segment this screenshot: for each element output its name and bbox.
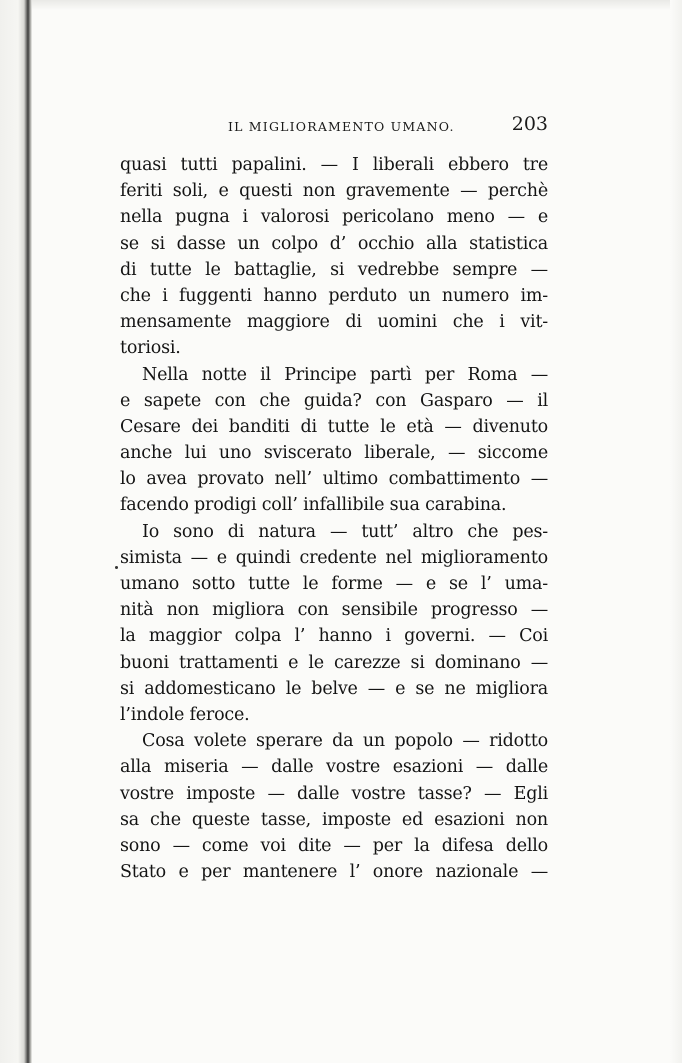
text-line: alla miseria — dalle vostre esazioni — dalle [120,757,548,778]
text-line: che i fuggenti hanno perduto un numero im- [120,285,548,306]
text-line: nità non migliora con sensibile progresso — [120,600,548,621]
text-line: lo avea provato nell’ ultimo combattimento — [120,469,548,490]
running-title: IL MIGLIORAMENTO UMANO. [228,119,455,134]
text-line: simista — e quindi credente nel miglioramento [120,547,548,568]
text-line: sono — come voi dite — per la difesa dello [120,835,548,856]
text-line: e sapete con che guida? con Gasparo — il [120,390,548,411]
binding-gutter [0,0,32,1063]
page-right-edge [670,0,682,1063]
text-line: quasi tutti papalini. — I liberali ebbero tre [120,155,548,175]
text-line: si addomesticano le belve — e se ne migliora [120,678,548,699]
page-top-edge [0,0,682,10]
paragraph-start-line: Io sono di natura — tutt’ altro che pes- [142,521,548,542]
text-line: sa che queste tasse, imposte ed esazioni non [120,809,548,830]
text-line: facendo prodigi coll’ infallibile sua carabina. [120,495,507,516]
text-line: l’indole feroce. [120,704,250,725]
body-text [120,152,548,885]
text-line: Stato e per mantenere l’ onore nazionale — [120,862,548,883]
text-line: Cesare dei banditi di tutte le età — divenuto [120,416,548,437]
paragraph-start-line: Nella notte il Principe partì per Roma — [142,364,548,385]
text-line: nella pugna i valorosi pericolano meno — e [120,207,548,228]
running-header [120,113,548,141]
page-number: 203 [511,113,548,135]
text-line: feriti soli, e questi non gravemente — perchè [120,181,548,202]
paragraph-start-line: Cosa volete sperare da un popolo — ridotto [142,731,548,752]
text-line: la maggior colpa l’ hanno i governi. — Coi [120,626,548,647]
text-line: di tutte le battaglie, si vedrebbe sempre — [120,259,548,280]
text-line: se si dasse un colpo d’ occhio alla statistica [120,233,548,254]
text-line: umano sotto tutte le forme — e se l’ uma- [120,574,548,594]
text-line: mensamente maggiore di uomini che i vit- [120,312,548,333]
margin-speck [115,566,118,569]
text-line: anche lui uno sviscerato liberale, — siccome [120,443,548,464]
text-line: vostre imposte — dalle vostre tasse? — Egli [120,783,548,804]
text-line: toriosi. [120,338,181,359]
text-line: buoni trattamenti e le carezze si dominano — [120,652,548,673]
